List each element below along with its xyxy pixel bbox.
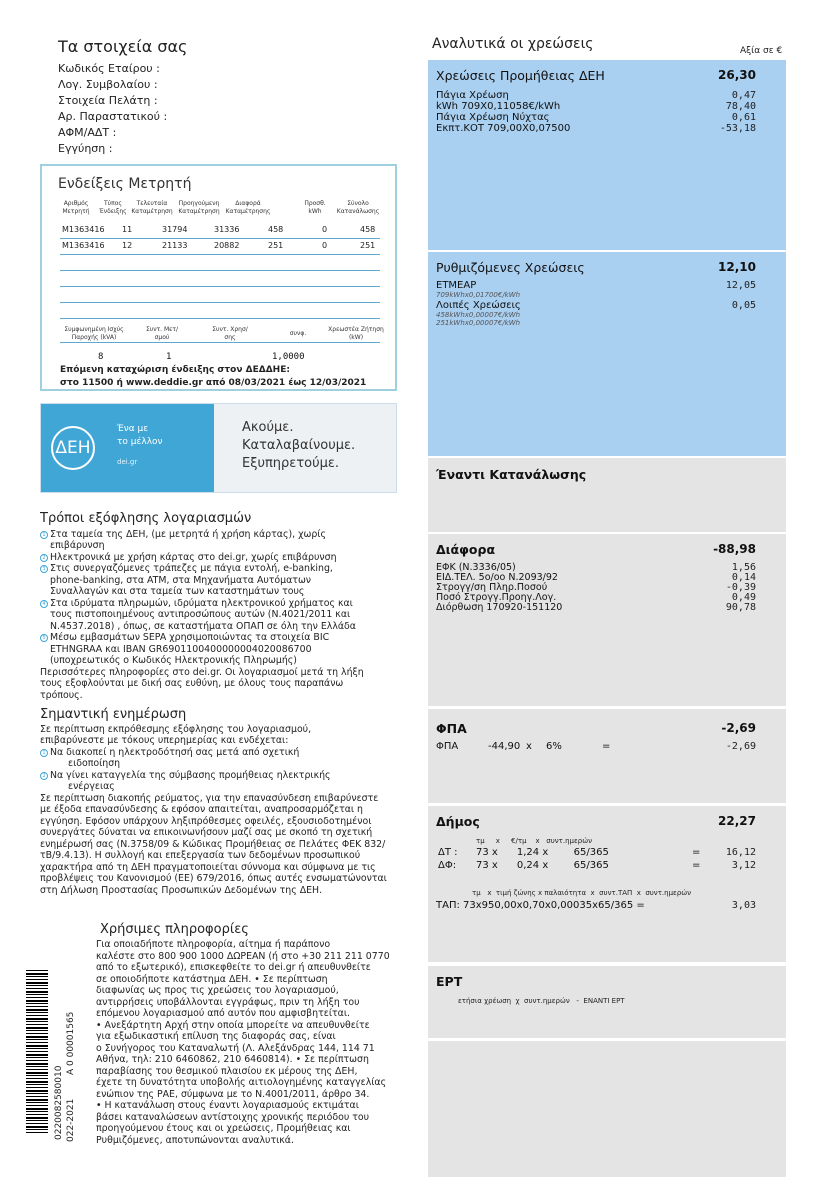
meter-cell: 251 [268, 241, 284, 250]
bullet-icon: 5 [40, 634, 48, 642]
currency-unit-label: Αξία σε € [740, 46, 783, 56]
meter-header: Τύπος Ένδειξης [99, 200, 127, 215]
important-line: ειδοποίηση [68, 758, 121, 769]
bullet-icon: 2 [40, 772, 48, 780]
table-rule [60, 254, 380, 255]
next-reading-line: Επόμενη καταχώριση ένδειξης στον ΔΕΔΔΗΕ: [60, 365, 290, 375]
important-line: Σε περίπτωση διακοπής ρεύματος, για την επανασύνδεση επιβαρύνεστε [40, 793, 379, 804]
vat-title: ΦΠΑ [436, 721, 467, 736]
charge-value: 0,14 [731, 572, 756, 583]
vat-panel [428, 709, 786, 803]
barcode-number: 0220082580010 [54, 1065, 64, 1140]
meter-header: Χρεωστέα Ζήτηση (kW) [328, 326, 384, 341]
payment-line [40, 529, 326, 540]
payment-line [40, 552, 337, 563]
banner-slogan-panel [214, 404, 396, 492]
period-code: 022-2021 [66, 1098, 76, 1142]
important-line: συνεργάτες δύναται να επικοινωνήσουν μαζί σας με σκοπό τη σχετική [40, 827, 373, 838]
dt-value: 16,12 [725, 847, 756, 858]
important-line: Σε περίπτωση εκπρόθεσμης εξόφλησης του λογαριασμού, [40, 724, 312, 735]
agreed-power-value: 8 [98, 352, 104, 362]
payment-line [40, 632, 329, 643]
meter-header: Συμφωνημένη Ισχύς Παροχής (kVA) [64, 326, 124, 341]
df-equals: = [692, 860, 701, 871]
payment-line: ETHNGRAA και IBAN GR6901100400000004020086700 [50, 644, 312, 655]
deposit-label: Εγγύηση : [58, 142, 113, 155]
municipal-header: τμ x €/τμ x συντ.ημερών [476, 837, 592, 845]
charge-label: kWh 709Χ0,11058€/kWh [436, 101, 561, 112]
payment-line: τρόπους. [40, 690, 83, 701]
bullet-icon: 2 [40, 554, 48, 562]
meter-cell: 21133 [162, 241, 188, 250]
charges-title: Αναλυτικά οι χρεώσεις [432, 36, 594, 52]
charge-label: Στρογγ/ση Πληρ.Ποσού [436, 582, 548, 593]
table-rule [60, 318, 380, 319]
banner-brand-panel [41, 404, 214, 492]
important-line [40, 747, 299, 758]
payment-line [40, 563, 333, 574]
table-rule [60, 286, 380, 287]
meter-readings-title: Ενδείξεις Μετρητή [58, 176, 192, 192]
charge-label: Εκπτ.ΚΟΤ 709,00Χ0,07500 [436, 123, 571, 134]
against-consumption-title: Έναντι Κατανάλωσης [436, 467, 587, 482]
supply-charges-amount: 26,30 [718, 68, 756, 82]
bullet-icon: 1 [40, 749, 48, 757]
meter-cell: 0 [322, 225, 328, 234]
charge-label: Διόρθωση 170920-151120 [436, 602, 563, 613]
vat-line-label: ΦΠΑ [436, 741, 459, 752]
charge-value: 0,05 [731, 300, 756, 311]
charge-value: 12,05 [725, 280, 756, 291]
banner-url: dei.gr [117, 458, 138, 466]
important-line: με έξοδα επανασύνδεσης & εφόσον απαιτείται, αναπροσαρμόζεται η [40, 804, 363, 815]
meter-cell: M1363416 [62, 225, 105, 234]
charge-value: 0,47 [731, 90, 756, 101]
payment-methods-title: Τρόποι εξόφλησης λογαριασμών [40, 511, 252, 526]
useful-line: ενώπιον της ΡΑΕ, σύμφωνα με το Ν.4001/2011, άρθρο 34. [96, 1089, 370, 1100]
important-line: τΒ/9.4.13). Η συλλογή και επεξεργασία των δεδομένων προσωπικού [40, 850, 361, 861]
meter-cell: 0 [322, 241, 328, 250]
useful-line: σε οποιοδήποτε κατάστημα ΔΕΗ. • Σε περίπτωση [96, 974, 328, 985]
useful-line: καλέστε στο 800 900 1000 ΔΩΡΕΑΝ (ή στο +30 211 211 0770 [96, 951, 390, 962]
payment-line: τους εξοφλούνται με δική σας ευθύνη, με όλους τους παραπάνω [40, 678, 344, 689]
payment-text: Ηλεκτρονικά με χρήση κάρτας στο dei.gr, χωρίς επιβάρυνση [50, 552, 337, 563]
important-line: ενέργειας [68, 781, 115, 792]
useful-line: Αθήνα, τηλ: 210 6460862, 210 6460814). • Σε περίπτωση [96, 1054, 369, 1065]
tax-id-label: ΑΦΜ/ΑΔΤ : [58, 126, 117, 139]
meter-header: Συντ. Χρησ/σης [212, 326, 248, 341]
dt-label: ΔΤ : [438, 847, 458, 858]
meter-header: συνφ. [289, 330, 307, 337]
municipal-title: Δήμος [436, 814, 480, 829]
ert-formula: ετήσια χρέωση χ συντ.ημερών - ΕΝΑΝΤΙ ΕΡΤ [458, 997, 625, 1005]
important-line: εγγύηση. Εφόσον υπάρχουν ληξιπρόθεσμες οφειλές, εξουσιοδοτημένοι [40, 816, 372, 827]
important-line: επιβαρύνεστε με τόκους υπερημερίας και ενδέχεται: [40, 735, 289, 746]
payment-text: Στα ιδρύματα πληρωμών, ιδρύματα ηλεκτρονικού χρήματος και [50, 598, 353, 609]
important-text: Να διακοπεί η ηλεκτροδότησή σας μετά από σχετική [50, 747, 300, 758]
payment-text: Στα ταμεία της ΔΕΗ, (με μετρητά ή χρήση κάρτας), χωρίς [50, 529, 326, 540]
ert-panel [428, 966, 786, 1038]
useful-line: Ρυθμιζόμενες, αποτυπώνονται αναλυτικά. [96, 1135, 294, 1146]
charge-value: 78,40 [725, 101, 756, 112]
df-value: 3,12 [731, 860, 756, 871]
useful-line: προηγούμενου έτους και οι χρεώσεις, Προμήθειας και [96, 1123, 351, 1134]
charge-label: ΕΦΚ (Ν.3336/05) [436, 562, 516, 573]
useful-line: • Ανεξάρτητη Αρχή στην οποία μπορείτε να απευθυνθείτε [96, 1020, 370, 1031]
against-consumption-panel [428, 458, 786, 532]
meter-header: Συντ. Μετ/σμού [145, 326, 179, 341]
payment-line [40, 598, 353, 609]
total-panel [428, 1041, 786, 1177]
important-line [40, 770, 331, 781]
meter-header: Σύνολο Κατανάλωσης [336, 200, 380, 215]
meter-cell: 31336 [214, 225, 240, 234]
tap-header: τμ x τιμή ζώνης x παλαιότητα x συντ.ΤΑΠ x συντ.ημερών [472, 889, 692, 897]
barcode [26, 970, 48, 1135]
meter-cell: 458 [360, 225, 376, 234]
dei-logo-icon: ΔΕΗ [51, 426, 95, 470]
charge-value: -53,18 [719, 123, 756, 134]
banner-slogan: Ακούμε. [242, 420, 294, 435]
meter-cell: 20882 [214, 241, 240, 250]
bullet-icon: 4 [40, 600, 48, 608]
useful-line: διαφωνίας ως προς τις χρεώσεις του λογαριασμού, [96, 985, 339, 996]
bullet-icon: 1 [40, 531, 48, 539]
payment-line: επιβάρυνση [50, 540, 105, 551]
ert-title: ΕΡΤ [436, 974, 463, 989]
important-info-title: Σημαντική ενημέρωση [40, 707, 187, 722]
charge-label: Λοιπές Χρεώσεις [436, 300, 521, 311]
vat-amount: -2,69 [721, 721, 756, 735]
charge-value: 1,56 [731, 562, 756, 573]
useful-line: βάσει καταναλώσεων αντίστοιχης χρονικής περιόδου του [96, 1112, 370, 1123]
useful-line: έχετε τη δυνατότητα υποβολής αιτιολογημένης καταγγελίας [96, 1077, 387, 1088]
payment-line: Περισσότερες πληροφορίες στο dei.gr. Οι λογαριασμοί μετά τη λήξη [40, 667, 364, 678]
banner-slogan: Εξυπηρετούμε. [242, 456, 340, 471]
meter-cell: 251 [360, 241, 376, 250]
table-rule [60, 238, 380, 239]
meter-cell: M1363416 [62, 241, 105, 250]
use-coefficient-value: 1,0000 [272, 352, 305, 362]
municipal-panel [428, 806, 786, 962]
useful-line: για εξωδικαστική επίλυση της διαφοράς σας, είναι [96, 1031, 336, 1042]
banner-tagline: Ένα με [117, 424, 149, 434]
meter-cell: 12 [122, 241, 133, 250]
meter-header: Διαφορά Καταμέτρησης [225, 200, 271, 215]
supply-charges-title: Χρεώσεις Προμήθειας ΔΕΗ [436, 68, 605, 83]
customer-info-title: Τα στοιχεία σας [58, 37, 188, 56]
meter-header: Τελευταία Καταμέτρηση [131, 200, 173, 215]
dt-formula: 73 x 1,24 x 65/365 [476, 847, 609, 858]
supply-charges-panel [428, 60, 786, 250]
useful-line: παραβίασης του θεσμικού πλαισίου εκ μέρους της ΔΕΗ, [96, 1066, 358, 1077]
tap-formula: ΤΑΠ: 73x950,00x0,70x0,00035x65/365 = [436, 900, 645, 911]
table-rule [60, 270, 380, 271]
df-label: ΔΦ: [438, 860, 457, 871]
vat-equals: = [602, 741, 611, 752]
payment-text: Στις συνεργαζόμενες τράπεζες με πάγια εντολή, e-banking, [50, 563, 333, 574]
meter-cell: 458 [268, 225, 284, 234]
charge-label: Πάγια Χρέωση [436, 90, 509, 101]
vat-value: -2,69 [725, 741, 756, 752]
useful-line: • Η κατανάλωση στους έναντι λογαριασμούς εκτιμάται [96, 1100, 359, 1111]
meter-multiplier-value: 1 [166, 352, 172, 362]
useful-line: επόμενου λογαριασμού από αυτόν που αμφισβητείται. [96, 1008, 350, 1019]
customer-details-label: Στοιχεία Πελάτη : [58, 94, 158, 107]
vat-base: -44,90 [488, 741, 521, 752]
payment-line: τους πιστοποιημένους αντιπροσώπους αυτών (Ν.4021/2011 και [50, 609, 351, 620]
invoice-number-label: Αρ. Παραστατικού : [58, 110, 168, 123]
charge-label: Ποσό Στρογγ.Προηγ.Λογ. [436, 592, 557, 603]
meter-header: Προσθ. kWh [304, 200, 326, 215]
payment-line: Ν.4537.2018) , όπως, σε καταστήματα ΟΠΑΠ σε όλη την Ελλάδα [50, 621, 356, 632]
useful-line: Για οποιαδήποτε πληροφορία, αίτημα ή παράπονο [96, 939, 331, 950]
vat-rate: 6% [546, 741, 562, 752]
charge-label: ΕΙΔ.ΤΕΛ. 5ο/οο Ν.2093/92 [436, 572, 558, 583]
important-line: χαρακτήρα από τη ΔΕΗ πραγματοποιείται σύννομα και σύμφωνα με τις [40, 862, 376, 873]
meter-cell: 31794 [162, 225, 188, 234]
table-rule [60, 302, 380, 303]
misc-charges-amount: -88,98 [713, 542, 756, 556]
payment-line: phone-banking, στα ATM, στα Μηχανήματα Αυτόματων [50, 575, 312, 586]
useful-line: αντιρρήσεις υποβάλλονται εγγράφως, πριν τη λήξη του [96, 997, 360, 1008]
partner-code-label: Κωδικός Εταίρου : [58, 62, 160, 75]
regulated-charges-amount: 12,10 [718, 260, 756, 274]
bullet-icon: 3 [40, 565, 48, 573]
payment-text: Μέσω εμβασμάτων SEPA χρησιμοποιώντας τα στοιχεία BIC [50, 632, 330, 643]
regulated-charges-panel [428, 252, 786, 456]
charge-formula: 709kWhx0,01700€/kWh [436, 291, 521, 299]
charge-value: 0,49 [731, 592, 756, 603]
meter-cell: 11 [122, 225, 133, 234]
meter-readings-box [40, 164, 397, 391]
charge-formula: 251kWhx0,00007€/kWh [436, 319, 521, 327]
misc-charges-panel [428, 534, 786, 706]
charge-label: ΕΤΜΕΑΡ [436, 280, 477, 291]
table-rule [60, 342, 380, 343]
meter-header: Αριθμός Μετρητή [62, 200, 90, 215]
useful-line: από το εξωτερικό), επισκεφθείτε το dei.gr ή απευθυνθείτε [96, 962, 371, 973]
dei-banner [40, 403, 397, 493]
useful-line: ο Συνήγορος του Καταναλωτή (Λ. Αλεξάνδρας 144, 114 71 [96, 1043, 375, 1054]
important-line: στη Δήλωση Προστασίας Προσωπικών Δεδομένων της ΔΕΗ. [40, 885, 323, 896]
banner-slogan: Καταλαβαίνουμε. [242, 438, 356, 453]
charge-formula: 458kWhx0,00007€/kWh [436, 311, 521, 319]
contract-account-label: Λογ. Συμβολαίου : [58, 78, 158, 91]
banner-tagline: το μέλλον [117, 437, 163, 447]
dt-equals: = [692, 847, 701, 858]
important-text: Να γίνει καταγγελία της σύμβασης προμήθειας ηλεκτρικής [50, 770, 331, 781]
regulated-charges-title: Ρυθμιζόμενες Χρεώσεις [436, 260, 585, 275]
charge-label: Πάγια Χρέωση Νύχτας [436, 112, 550, 123]
charge-value: 0,61 [731, 112, 756, 123]
payment-line: (υποχρεωτικός ο Κωδικός Ηλεκτρονικής Πληρωμής) [50, 655, 297, 666]
important-line: προβλέψεις του Κανονισμού (ΕΕ) 679/2016, όπως αυτές ενσωματώνονται [40, 873, 387, 884]
useful-info-title: Χρήσιμες πληροφορίες [100, 922, 249, 937]
payment-line: Συναλλαγών και στα ταμεία των καταστημάτων τους [50, 586, 305, 597]
municipal-amount: 22,27 [718, 814, 756, 828]
tap-value: 3,03 [731, 900, 756, 911]
charge-value: 90,78 [725, 602, 756, 613]
df-formula: 73 x 0,24 x 65/365 [476, 860, 609, 871]
vat-multiply: x [526, 741, 532, 752]
meter-header: Προηγούμενη Καταμέτρηση [178, 200, 220, 215]
document-code: A 0 00001565 [66, 1011, 76, 1075]
important-line: ενημέρωσή σας (Ν.3758/09 & Κώδικας Προμήθειας σε Πελάτες ΦΕΚ 832/ [40, 839, 386, 850]
misc-charges-title: Διάφορα [436, 542, 496, 557]
next-reading-dates: στο 11500 ή www.deddie.gr από 08/03/2021 έως 12/03/2021 [60, 378, 367, 388]
charge-value: -0,39 [725, 582, 756, 593]
